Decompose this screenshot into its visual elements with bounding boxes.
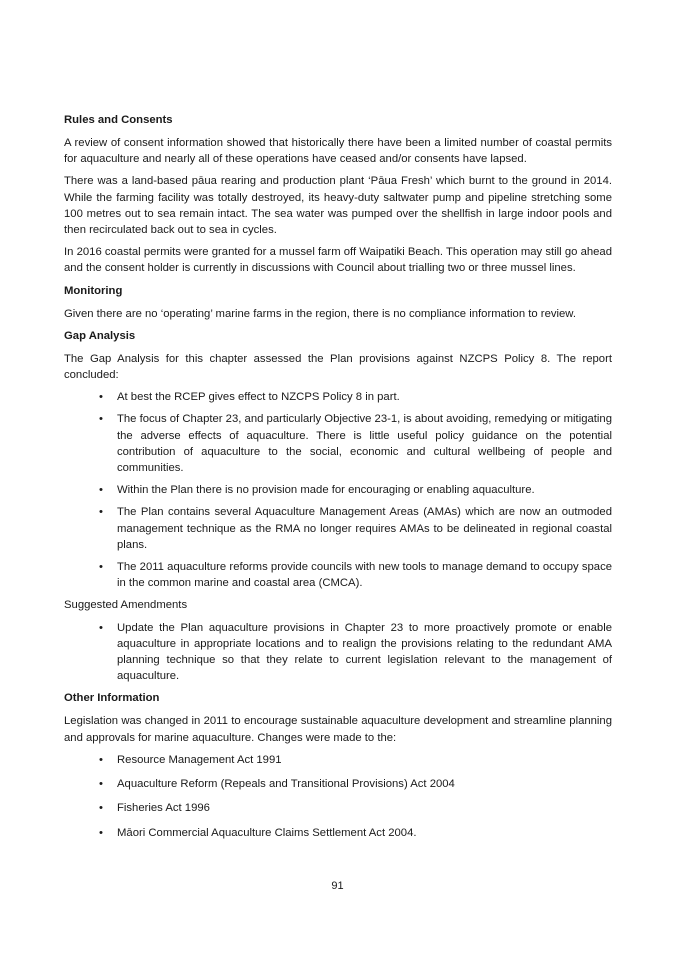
list-item <box>64 504 612 553</box>
document-body <box>64 112 612 849</box>
rules-paragraph-1: A review of consent information showed that historically there have been a limited number of coastal permits for aquaculture and nearly all of these operations have ceased and/or consents have lapsed. <box>64 137 612 166</box>
bullet-icon: • <box>99 506 103 519</box>
bullet-icon: • <box>99 753 103 766</box>
list-item-text: Aquaculture Reform (Repeals and Transitional Provisions) Act 2004 <box>117 778 455 791</box>
list-item-text: Update the Plan aquaculture provisions in Chapter 23 to more proactively promote or enable aquaculture in appropriate locations and to realign the provisions relating to the redundant AMA planning technique so that they relate to current legislation relevant to the management of aquaculture. <box>117 621 612 683</box>
gap-analysis-intro: The Gap Analysis for this chapter assessed the Plan provisions against NZCPS Policy 8. The report concluded: <box>64 352 612 382</box>
amendments-list <box>64 620 612 685</box>
bullet-icon: • <box>99 621 103 634</box>
list-item <box>64 389 612 405</box>
rules-paragraph-3: In 2016 coastal permits were granted for a mussel farm off Waipatiki Beach. This operation may still go ahead and the consent holder is currently in discussions with Council about trialling two or three mussel lines. <box>64 246 612 275</box>
monitoring-heading: Monitoring <box>64 284 123 297</box>
suggested-amendments-heading: Suggested Amendments <box>64 599 188 612</box>
list-item <box>64 559 612 591</box>
list-item <box>64 482 612 498</box>
monitoring-paragraph: Given there are no ‘operating’ marine farms in the region, there is no compliance information to review. <box>64 307 576 320</box>
list-item <box>64 800 612 816</box>
list-item-text: Within the Plan there is no provision made for encouraging or enabling aquaculture. <box>117 484 535 497</box>
bullet-icon: • <box>99 561 103 574</box>
page-number: 91 <box>331 880 344 892</box>
other-information-heading: Other Information <box>64 692 160 705</box>
bullet-icon: • <box>99 484 103 497</box>
bullet-icon: • <box>99 413 103 426</box>
bullet-icon: • <box>99 802 103 815</box>
list-item-text: The focus of Chapter 23, and particularly Objective 23-1, is about avoiding, remedying or mitigating the adverse effects of aquaculture. There is little useful policy guidance on the potential contribution of aquaculture to the social, economic and cultural wellbeing of people and communities. <box>117 413 612 475</box>
list-item <box>64 825 612 841</box>
gap-analysis-list <box>64 389 612 591</box>
other-information-intro: Legislation was changed in 2011 to encourage sustainable aquaculture development and streamline planning and approvals for marine aquaculture. Changes were made to the: <box>64 715 612 744</box>
list-item <box>64 411 612 476</box>
rules-heading: Rules and Consents <box>64 114 173 126</box>
list-item-text: Fisheries Act 1996 <box>117 802 210 815</box>
bullet-icon: • <box>99 778 103 791</box>
gap-analysis-heading: Gap Analysis <box>64 329 136 342</box>
list-item <box>64 752 612 768</box>
list-item-text: The 2011 aquaculture reforms provide councils with new tools to manage demand to occupy space in the common marine and coastal area (CMCA). <box>117 561 612 590</box>
list-item-text: At best the RCEP gives effect to NZCPS Policy 8 in part. <box>117 391 400 404</box>
legislation-list <box>64 752 612 841</box>
list-item <box>64 776 612 792</box>
list-item-text: The Plan contains several Aquaculture Management Areas (AMAs) which are now an outmoded management technique as the RMA no longer requires AMAs to be delineated in regional coastal plans. <box>117 506 612 551</box>
list-item <box>64 620 612 685</box>
list-item-text: Resource Management Act 1991 <box>117 753 282 766</box>
bullet-icon: • <box>99 826 103 839</box>
rules-paragraph-2: There was a land-based pāua rearing and production plant ‘Pāua Fresh’ which burnt to the ground in 2014. While the farming facility was totally destroyed, its heavy-duty saltwater pump and pipeline stretching some 100 metres out to sea remain intact. The sea water was pumped over the shellfish in large indoor pools and then recirculated back out to sea in cycles. <box>64 175 612 237</box>
bullet-icon: • <box>99 391 103 404</box>
list-item-text: Māori Commercial Aquaculture Claims Settlement Act 2004. <box>117 826 417 839</box>
